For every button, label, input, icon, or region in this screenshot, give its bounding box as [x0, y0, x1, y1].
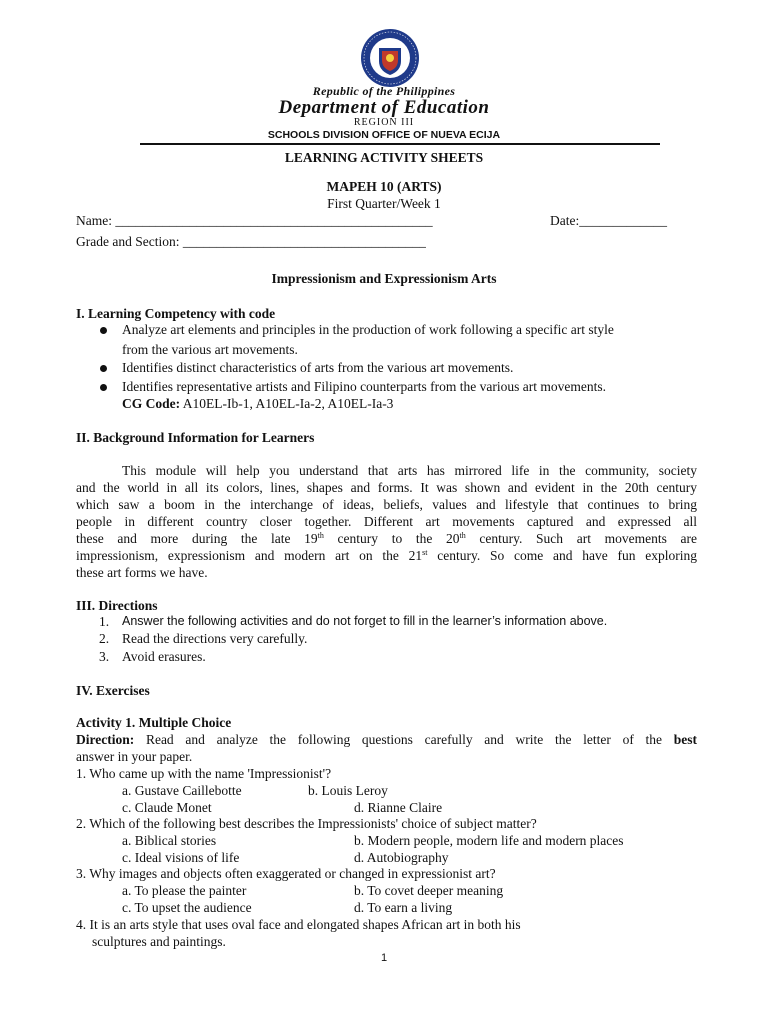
question-text: 3. Why images and objects often exaggerated or changed in expressionist art?	[76, 866, 496, 881]
choice-a: a. Biblical stories	[122, 833, 217, 848]
background-heading: II. Background Information for Learners	[76, 430, 315, 445]
quarter-title: First Quarter/Week 1	[327, 196, 441, 211]
choice-d: d. To earn a living	[354, 900, 453, 915]
exercises-heading: IV. Exercises	[76, 683, 150, 698]
choice-c: c. Ideal visions of life	[122, 850, 240, 865]
choice-d: d. Autobiography	[354, 850, 449, 865]
activity-direction: Direction: Read and analyze the following questions carefully and write the letter of the best	[76, 732, 697, 747]
paragraph-line: and the world in all its colors, lines, shapes and forms. It was shown and evident in the 20th century	[76, 480, 697, 495]
question-text: 4. It is an arts style that uses oval face and elongated shapes African art in both his	[76, 917, 521, 932]
choice-a: a. Gustave Caillebotte	[122, 783, 242, 798]
las-title: LEARNING ACTIVITY SHEETS	[284, 150, 484, 165]
competency-item: Identifies distinct characteristics of arts from the various art movements.	[122, 360, 514, 375]
paragraph-line: people in different country closer together. Different art movements captured and expressed all	[76, 514, 697, 529]
direction-number: 2.	[99, 631, 110, 646]
directions-heading: III. Directions	[76, 598, 158, 613]
direction-item: Avoid erasures.	[122, 649, 206, 664]
division-office-text: SCHOOLS DIVISION OFFICE OF NUEVA ECIJA	[267, 129, 501, 141]
subject-title: MAPEH 10 (ARTS)	[326, 179, 442, 194]
direction-label: Direction:	[76, 732, 135, 747]
paragraph-line: impressionism, expressionism and modern art on the 21st century. So come and have fun exploring	[76, 548, 697, 563]
choice-a: a. To please the painter	[122, 883, 247, 898]
activity-title: Activity 1. Multiple Choice	[76, 715, 232, 730]
date-field[interactable]	[550, 212, 667, 229]
bullet-icon	[100, 365, 107, 372]
question-text: 1. Who came up with the name 'Impressionist'?	[76, 766, 332, 781]
grade-blank: ____________________________________	[182, 234, 426, 249]
competency-heading: I. Learning Competency with code	[76, 306, 276, 321]
header-divider	[140, 143, 660, 145]
competency-item: Identifies representative artists and Filipino counterparts from the various art movements.	[122, 379, 606, 394]
grade-section-field[interactable]	[76, 233, 426, 250]
date-blank: _____________	[579, 213, 667, 228]
topic-title: Impressionism and Expressionism Arts	[271, 271, 497, 286]
choice-b: b. Louis Leroy	[308, 783, 388, 798]
background-paragraph	[76, 462, 697, 581]
bullet-icon	[100, 327, 107, 334]
activity-direction-cont: answer in your paper.	[76, 749, 193, 764]
name-blank: _______________________________________________	[115, 213, 433, 228]
paragraph-line: which saw a boom in the interchange of ideas, beliefs, values and lifestyle that continues to bring	[76, 497, 697, 512]
grade-label: Grade and Section:	[76, 234, 180, 249]
competency-item: Analyze art elements and principles in the production of work following a specific art style	[122, 322, 614, 337]
bullet-icon	[100, 384, 107, 391]
direction-number: 1.	[99, 614, 110, 629]
direction-item: Answer the following activities and do not forget to fill in the learner’s information above.	[122, 614, 608, 628]
choice-b: b. To covet deeper meaning	[354, 883, 504, 898]
direction-number: 3.	[99, 649, 110, 664]
direction-item: Read the directions very carefully.	[122, 631, 308, 646]
region-text: REGION III	[353, 117, 415, 128]
choice-c: c. Claude Monet	[122, 800, 212, 815]
republic-text: Republic of the Philippines	[312, 84, 456, 98]
choice-d: d. Rianne Claire	[354, 800, 443, 815]
cg-code-label: CG Code:	[122, 396, 181, 411]
question-text-cont: sculptures and paintings.	[92, 934, 226, 949]
department-title: Department of Education	[278, 97, 490, 118]
paragraph-line: these art forms we have.	[76, 565, 208, 580]
deped-seal-icon	[360, 28, 420, 88]
date-label: Date:	[550, 213, 580, 228]
choice-c: c. To upset the audience	[122, 900, 252, 915]
cg-code-value: A10EL-Ib-1, A10EL-Ia-2, A10EL-Ia-3	[180, 396, 394, 411]
name-label: Name:	[76, 213, 112, 228]
cg-code	[122, 395, 393, 412]
name-field[interactable]	[76, 212, 433, 229]
competency-item: from the various art movements.	[122, 342, 298, 357]
paragraph-line: these and more during the late 19th century to the 20th century. Such art movements are	[76, 531, 697, 546]
paragraph-line: This module will help you understand that arts has mirrored life in the community, society	[122, 463, 697, 478]
page-number: 1	[380, 952, 388, 964]
choice-b: b. Modern people, modern life and modern places	[354, 833, 624, 848]
question-text: 2. Which of the following best describes the Impressionists' choice of subject matter?	[76, 816, 537, 831]
